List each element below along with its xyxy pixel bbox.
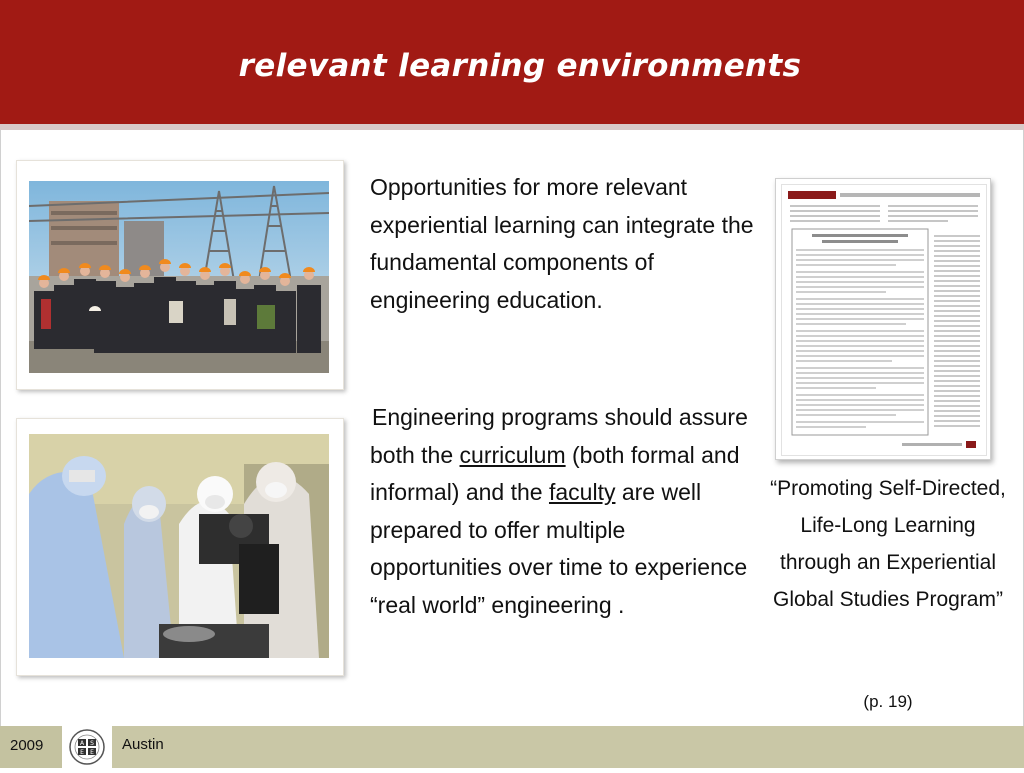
paragraph2-part2: (both formal and informal) and the	[370, 441, 740, 506]
svg-text:S: S	[90, 740, 94, 747]
cleanroom-photo	[29, 434, 329, 658]
report-thumbnail-frame	[775, 178, 991, 460]
left-border	[0, 130, 1, 726]
svg-text:A: A	[79, 740, 85, 747]
slide-title: relevant learning environments	[238, 48, 802, 84]
photo-frame-group	[16, 160, 344, 390]
cleanroom-illustration	[29, 434, 329, 658]
footer-city: Austin	[122, 736, 164, 753]
faculty-emphasis: faculty	[548, 479, 616, 506]
paragraph-engineering-programs	[370, 399, 760, 625]
asee-logo-icon	[62, 726, 112, 768]
report-page-illustration	[782, 185, 986, 455]
svg-text:E: E	[90, 749, 94, 756]
svg-text:E: E	[80, 749, 84, 756]
report-caption-page: (p. 19)	[863, 692, 913, 711]
header-divider	[0, 124, 1024, 130]
paragraph-opportunities: Opportunities for more relevant experiential learning can integrate the fundamental components of engineering education.	[370, 174, 754, 313]
report-thumbnail	[781, 184, 987, 456]
photo-frame-cleanroom	[16, 418, 344, 676]
group-hardhat-illustration	[29, 181, 329, 373]
group-hardhat-photo	[29, 181, 329, 373]
curriculum-emphasis: curriculum	[459, 441, 566, 468]
footer-year: 2009	[10, 737, 44, 754]
paragraph2-part1: Engineering programs should assure both the	[370, 404, 748, 468]
asee-logo	[62, 726, 112, 768]
paragraph2-part3: are well prepared to offer multiple opportunities over time to experience “real world” engineering .	[370, 479, 748, 618]
report-caption: “Promoting Self-Directed, Life-Long Learning through an Experiential Global Studies Program”	[770, 477, 1006, 611]
